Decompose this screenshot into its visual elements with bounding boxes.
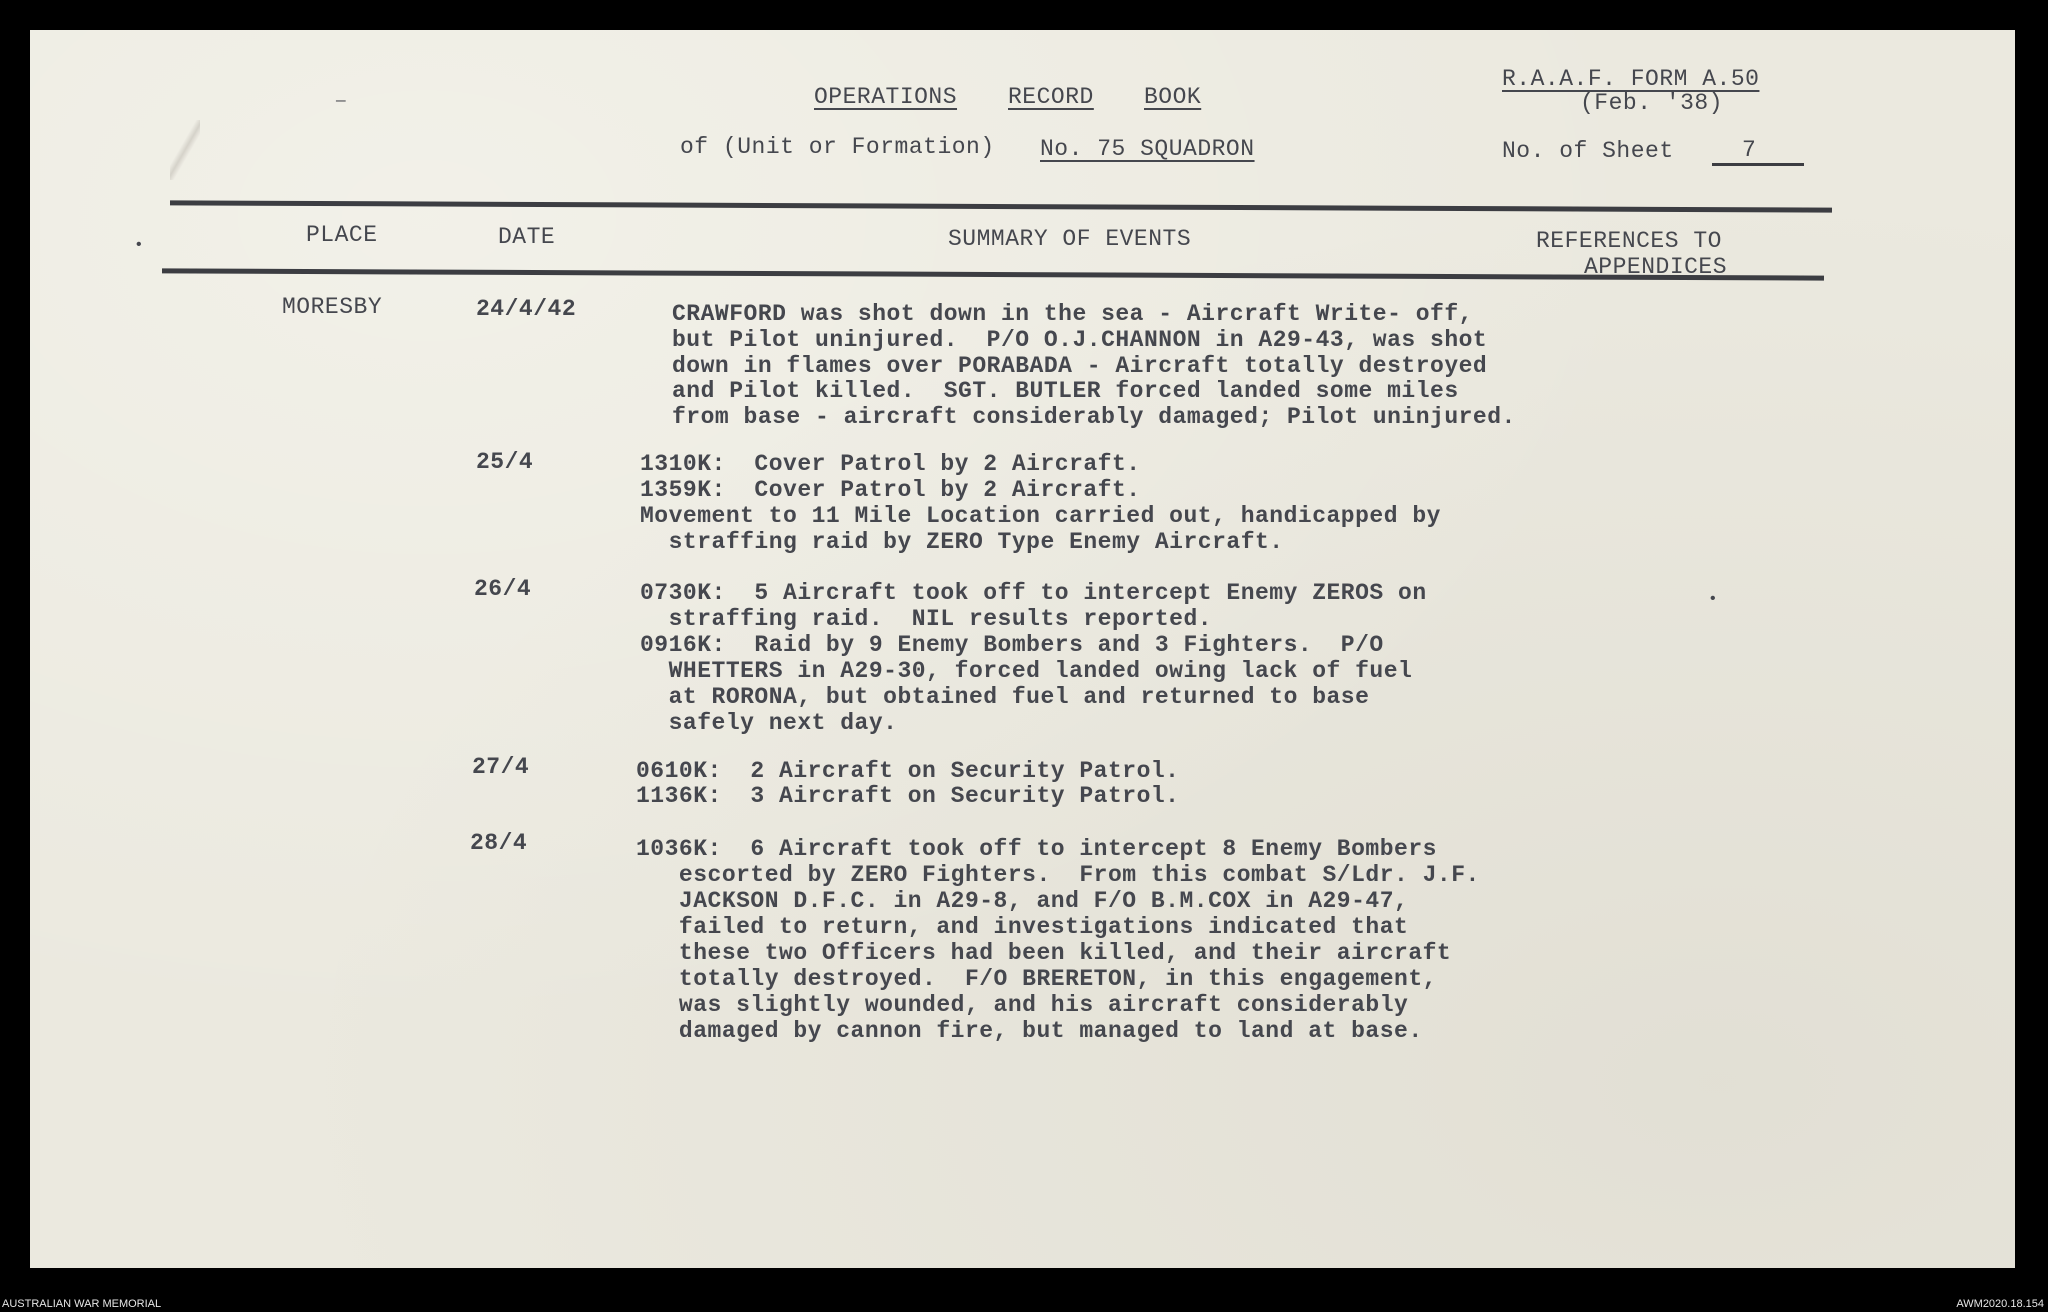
title-record: RECORD — [1008, 84, 1094, 110]
entry-line: damaged by cannon fire, but managed to land at base. — [636, 1018, 1423, 1044]
title-book: BOOK — [1144, 84, 1202, 110]
entry-line: 1136K: 3 Aircraft on Security Patrol. — [636, 783, 1180, 809]
entry-line: at RORONA, but obtained fuel and returned to base — [640, 684, 1370, 710]
unit-label: of (Unit or Formation) — [680, 134, 995, 160]
entry-line: straffing raid by ZERO Type Enemy Aircraft. — [640, 529, 1284, 555]
entry-place: MORESBY — [282, 294, 383, 320]
margin-dot-mark: • — [134, 236, 144, 254]
footer-reference-id: AWM2020.18.154 — [1956, 1298, 2044, 1310]
entry-line: was slightly wounded, and his aircraft considerably — [636, 992, 1409, 1018]
column-header-appendices: APPENDICES — [1584, 254, 1728, 280]
entry-line: 1036K: 6 Aircraft took off to intercept 8 Enemy Bombers — [636, 836, 1437, 862]
sheet-number-underline — [1712, 163, 1804, 166]
entry-line: from base - aircraft considerably damaged; Pilot uninjured. — [672, 404, 1516, 430]
unit-value: No. 75 SQUADRON — [1040, 136, 1255, 162]
entry-line: 0730K: 5 Aircraft took off to intercept Enemy ZEROS on — [640, 580, 1427, 606]
entry-line: safely next day. — [640, 710, 898, 736]
entry-date: 25/4 — [476, 449, 534, 475]
entry-date: 24/4/42 — [476, 296, 577, 322]
entry-line: but Pilot uninjured. P/O O.J.CHANNON in A29-43, was shot — [672, 327, 1488, 353]
entry-date: 27/4 — [472, 754, 530, 780]
footer-credit: AUSTRALIAN WAR MEMORIAL — [2, 1298, 162, 1310]
entry-line: JACKSON D.F.C. in A29-8, and F/O B.M.COX in A29-47, — [636, 888, 1409, 914]
paper-crease — [170, 120, 200, 180]
entry-line: these two Officers had been killed, and their aircraft — [636, 940, 1452, 966]
entry-line: down in flames over PORABADA - Aircraft totally destroyed — [672, 353, 1488, 379]
entry-line: straffing raid. NIL results reported. — [640, 606, 1213, 632]
entry-line: escorted by ZERO Fighters. From this combat S/Ldr. J.F. — [636, 862, 1480, 888]
title-operations: OPERATIONS — [814, 84, 958, 110]
entry-line: totally destroyed. F/O BRERETON, in this engagement, — [636, 966, 1437, 992]
form-date: (Feb. '38) — [1580, 90, 1724, 116]
entry-line: WHETTERS in A29-30, forced landed owing lack of fuel — [640, 658, 1413, 684]
form-id: R.A.A.F. FORM A.50 — [1502, 66, 1760, 92]
entry-date: 28/4 — [470, 830, 528, 856]
entry-line: 0916K: Raid by 9 Enemy Bombers and 3 Fighters. P/O — [640, 632, 1384, 658]
entry-date: 26/4 — [474, 576, 532, 602]
column-header-summary: SUMMARY OF EVENTS — [948, 226, 1192, 252]
entry-line: and Pilot killed. SGT. BUTLER forced landed some miles — [672, 378, 1459, 404]
column-header-date: DATE — [498, 224, 556, 250]
entry-line: 1359K: Cover Patrol by 2 Aircraft. — [640, 477, 1141, 503]
margin-tick-mark: — — [336, 92, 346, 110]
entry-line: 1310K: Cover Patrol by 2 Aircraft. — [640, 451, 1141, 477]
column-header-place: PLACE — [306, 222, 378, 248]
sheet-label: No. of Sheet — [1502, 138, 1674, 164]
margin-dot-mark: • — [1708, 590, 1718, 608]
entry-line: 0610K: 2 Aircraft on Security Patrol. — [636, 758, 1180, 784]
entry-line: failed to return, and investigations indicated that — [636, 914, 1409, 940]
entry-line: Movement to 11 Mile Location carried out, handicapped by — [640, 503, 1441, 529]
entry-line: CRAWFORD was shot down in the sea - Aircraft Write- off, — [672, 301, 1473, 327]
sheet-number: 7 — [1742, 137, 1757, 163]
column-header-references: REFERENCES TO — [1536, 228, 1722, 254]
